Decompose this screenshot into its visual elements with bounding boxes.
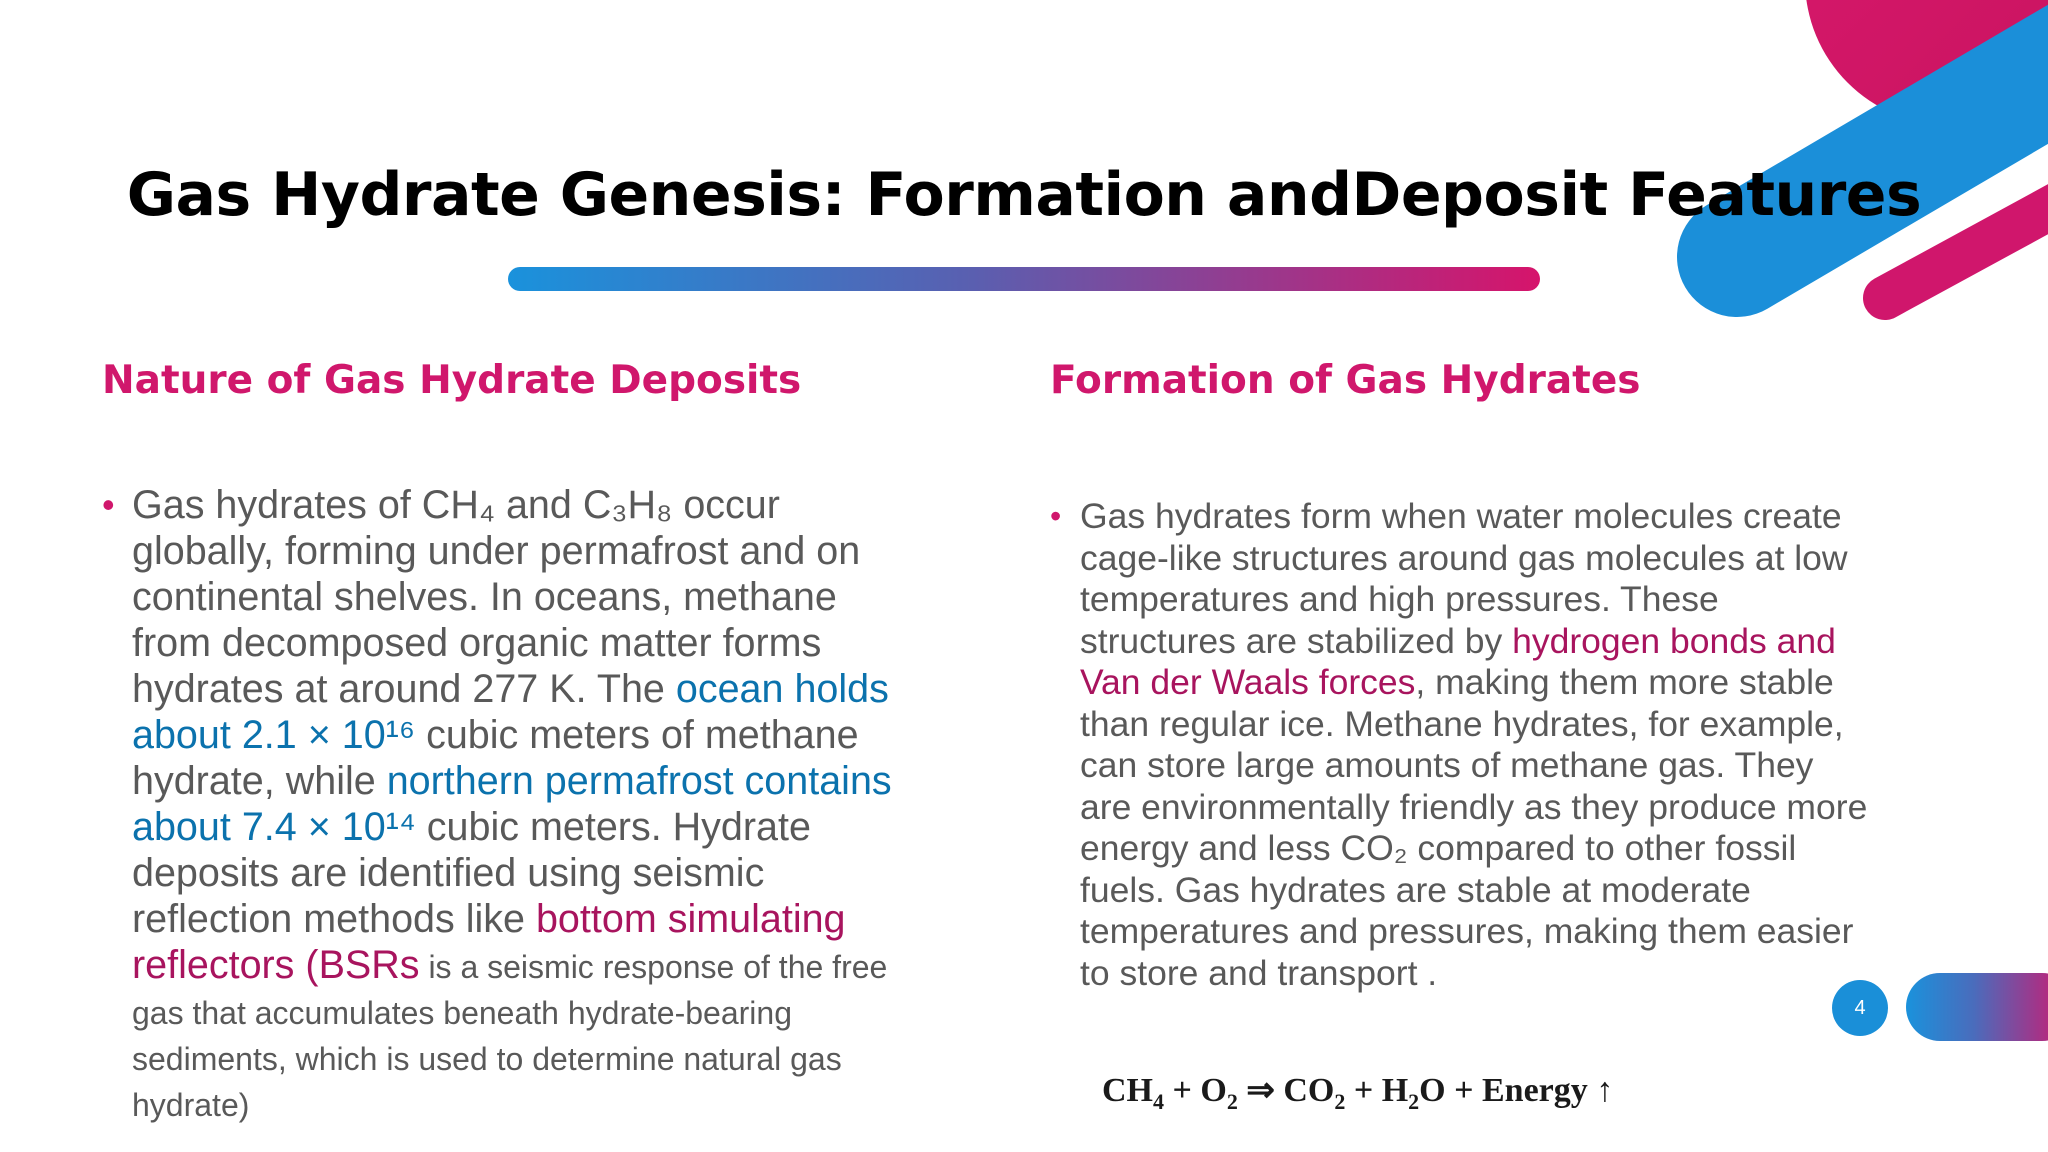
left-bullet-text	[132, 482, 902, 1126]
left-column-body	[102, 482, 902, 1126]
left-column-heading: Nature of Gas Hydrate Deposits	[102, 358, 802, 403]
decorative-pill	[1906, 973, 2048, 1041]
eq-part: + H	[1345, 1072, 1409, 1109]
right-column-body	[1050, 496, 1870, 994]
ocean-volume-highlight: ocean holds about 2.1 × 10¹⁶	[132, 667, 889, 757]
right-bullet-text	[1080, 496, 1870, 994]
text-segment: , making them more stable than regular ice. Methane hydrates, for example, can store large amounts of methane gas. They are environmentally friendly as they produce more energy and less CO₂ compared to other fossil fuels. Gas hydrates are stable at moderate temperatures and pressures, making them easier to store and transport .	[1080, 662, 1868, 993]
text-segment: Gas hydrates form when water molecules create cage-like structures around gas molecules at low temperatures and high pressures. These structures are stabilized by	[1080, 496, 1848, 661]
text-segment: Gas hydrates of CH₄ and C₃H₈ occur globally, forming under permafrost and on continental shelves. In oceans, methane from decomposed organic matter forms hydrates at around 277 K. The	[132, 483, 861, 711]
text-segment: cubic meters. Hydrate deposits are identified using seismic reflection methods like	[132, 805, 811, 941]
eq-subscript: 4	[1153, 1088, 1164, 1114]
eq-subscript: 2	[1334, 1088, 1346, 1114]
permafrost-volume-highlight: northern permafrost contains about 7.4 × 10¹⁴	[132, 759, 892, 849]
bonds-highlight: hydrogen bonds and Van der Waals forces	[1080, 620, 1836, 702]
slide-title: Gas Hydrate Genesis: Formation andDeposit Features	[126, 160, 1922, 230]
eq-subscript: 2	[1226, 1088, 1238, 1114]
eq-part: ⇒ CO	[1237, 1072, 1335, 1109]
page-number-badge: 4	[1832, 980, 1888, 1036]
eq-part: + O	[1164, 1072, 1227, 1109]
bsr-explanation: is a seismic response of the free gas that accumulates beneath hydrate-bearing sediments, which is used to determine natural gas hydrate)	[132, 949, 888, 1123]
combustion-equation	[1102, 1070, 1613, 1115]
eq-part: CH	[1102, 1072, 1153, 1109]
bullet-marker: •	[1050, 498, 1062, 534]
bullet-marker: •	[102, 484, 115, 525]
eq-subscript: 2	[1408, 1088, 1420, 1114]
title-underline-bar	[508, 267, 1540, 291]
bsr-highlight: bottom simulating reflectors (BSRs	[132, 897, 846, 987]
text-segment: cubic meters of methane hydrate, while	[132, 713, 859, 803]
eq-part: O + Energy ↑	[1419, 1072, 1614, 1109]
right-column-heading: Formation of Gas Hydrates	[1050, 358, 1641, 403]
